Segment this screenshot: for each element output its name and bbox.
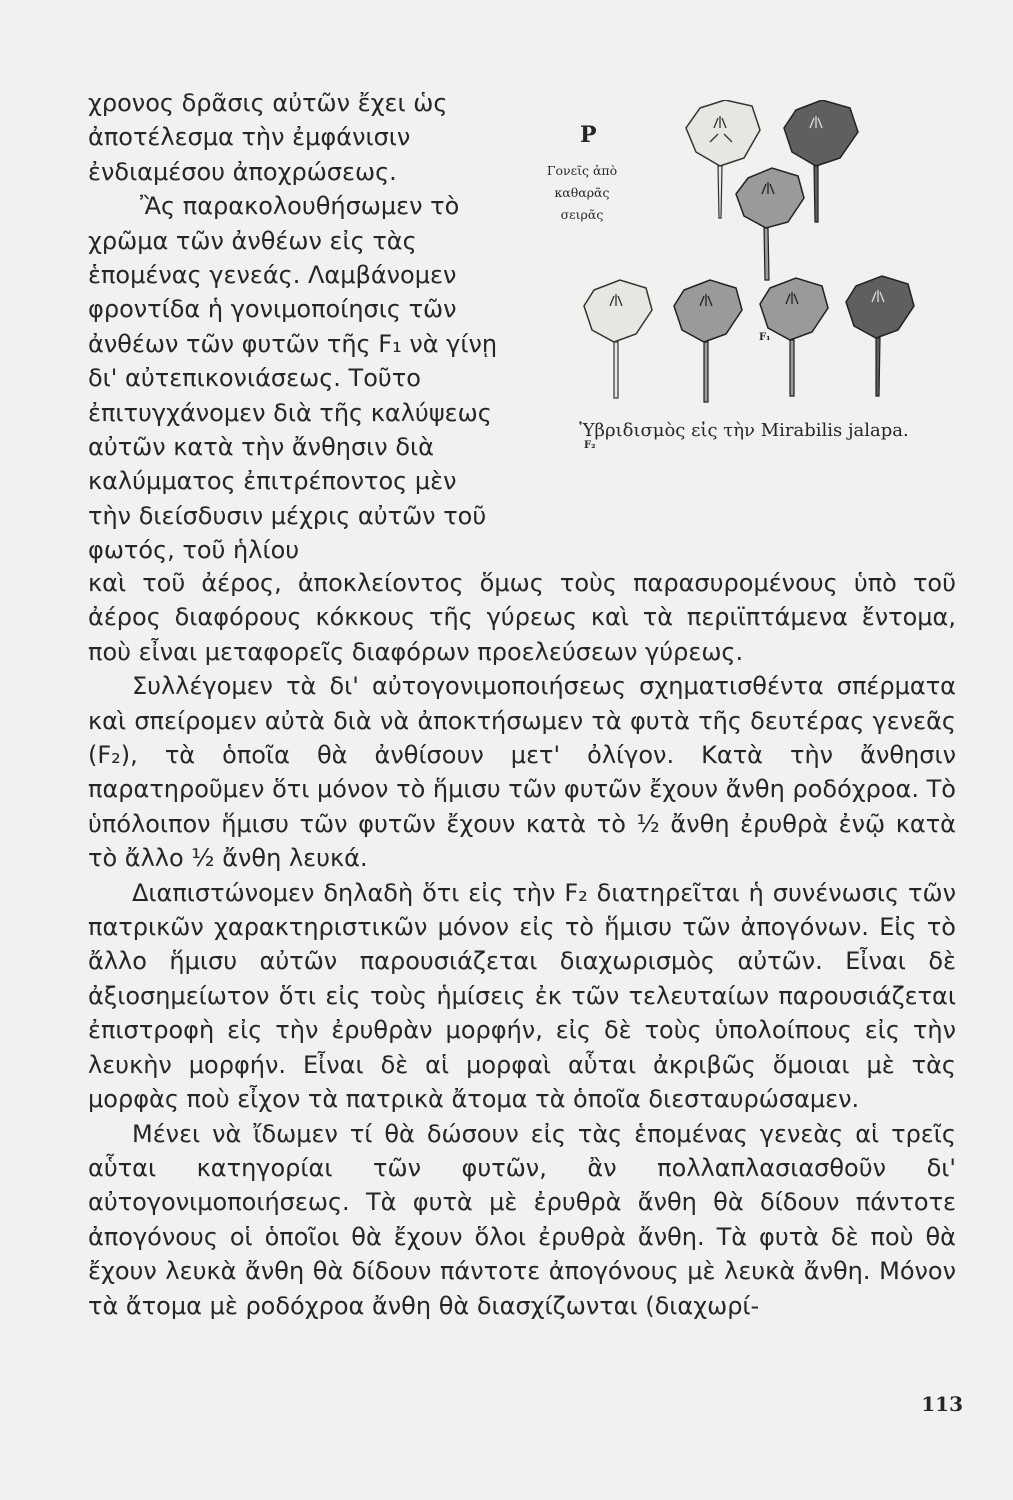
flower-f2-white	[584, 280, 652, 398]
label-parents-pure-line: Γονεῖς ἀπὸ καθαρᾶς σειρᾶς	[546, 163, 618, 222]
paragraph-f2-seeds: Συλλέγομεν τὰ δι' αὐτογονιμοποιήσεως σχηματισθέντα σπέρματα καὶ σπείρομεν αὐτὰ διὰ νὰ ἀποκτήσωμεν τὰ φυτὰ τῆς δευτέρας γενεᾶς (F₂), τὰ ὁποῖα θὰ ἀνθίσουν μετ' ὀλίγον. Κατὰ τὴν ἄνθησιν παρατηροῦμεν ὅτι μόνον τὸ ἥμισυ τῶν φυτῶν ἔχουν ἄνθη ροδόχροα. Τὸ ὑπόλοιπον ἥμισυ τῶν φυτῶν ἔχουν κατὰ τὸ ½ ἄνθη ἐρυθρὰ ἐνῷ κατὰ τὸ ἄλλο ½ ἄνθη λευκά.	[88, 672, 956, 873]
paragraph-continuation: χρονος δρᾶσις αὐτῶν ἔχει ὡς ἀποτέλεσμα τὴν ἐμφάνισιν ἐνδιαμέσου ἀποχρώσεως.	[88, 89, 448, 186]
label-parent-generation: P	[580, 122, 597, 148]
paragraph-observe-colors: Ἂς παρακολουθήσωμεν τὸ χρῶμα τῶν ἀνθέων εἰς τὰς ἑπομένας γενεάς. Λαμβάνομεν φροντίδα ἡ γονιμοποίησις τῶν ἀνθέων τῶν φυτῶν τῆς F₁ νὰ γίνῃ δι' αὐτεπικονιάσεως. Τοῦτο ἐπιτυγχάνομεν διὰ τῆς καλύψεως αὐτῶν κατὰ τὴν ἄνθησιν διὰ καλύμματος ἐπιτρέποντος μὲν τὴν διείσδυσιν μέχρις αὐτῶν τοῦ φωτός, τοῦ ἡλίου	[88, 192, 498, 565]
left-text-column	[88, 86, 500, 568]
page-number: 113	[921, 1392, 963, 1416]
flower-illustration	[520, 100, 960, 430]
figure-caption: Ὑβριδισμὸς εἰς τὴν Mirabilis jalapa.	[579, 420, 909, 441]
full-width-text	[88, 566, 956, 1323]
paragraph-next-generations: Μένει νὰ ἴδωμεν τί θὰ δώσουν εἰς τὰς ἑπομένας γενεὰς αἱ τρεῖς αὗται κατηγορίαι τῶν φυτῶν, ἂν πολλαπλασιασθοῦν δι' αὐτογονιμοποιήσεως. Τὰ φυτὰ μὲ ἐρυθρὰ ἄνθη θὰ δίδουν πάντοτε ἀπογόνους οἱ ὁποῖοι θὰ ἔχουν ὅλοι ἐρυθρὰ ἄνθη. Τὰ φυτὰ δὲ ποὺ θὰ ἔχουν λευκὰ ἄνθη θὰ δίδουν πάντοτε ἀπογόνους μὲ λευκὰ ἄνθη. Μόνον τὰ ἄτομα μὲ ροδόχροα ἄνθη θὰ διασχίζωνται (διαχωρί-	[88, 1119, 956, 1320]
hybridization-figure	[520, 100, 960, 480]
paragraph-segregation: Διαπιστώνομεν δηλαδὴ ὅτι εἰς τὴν F₂ διατηρεῖται ἡ συνένωσις τῶν πατρικῶν χαρακτηριστικῶν μόνον εἰς τὸ ἥμισυ τῶν ἀπογόνων. Εἰς τὸ ἄλλο ἥμισυ αὐτῶν παρουσιάζεται διαχωρισμὸς αὐτῶν. Εἶναι δὲ ἀξιοσημείωτον ὅτι εἰς τοὺς ἡμίσεις ἐκ τῶν τελευταίων παρουσιάζεται ἐπιστροφὴ εἰς τὴν ἐρυθρὰν μορφήν, εἰς δὲ τοὺς ὑπολοίπους εἰς τὴν λευκὴν μορφήν. Εἶναι δὲ αἱ μορφαὶ αὗται ἀκριβῶς ὅμοιαι μὲ τὰς μορφὰς ποὺ εἶχον τὰ πατρικὰ ἄτομα τὰ ὁποῖα διεσταυρώσαμεν.	[88, 878, 956, 1114]
flower-f2-pink-1	[674, 280, 742, 402]
label-f2-generation: F₂	[584, 440, 596, 451]
flower-f1-pink	[736, 168, 804, 280]
label-f1-generation: F₁	[759, 332, 771, 343]
paragraph-air-pollen: καὶ τοῦ ἀέρος, ἀποκλείοντος ὅμως τοὺς παρασυρομένους ὑπὸ τοῦ ἀέρος διαφόρους κόκκους τῆς γύρεως καὶ τὰ περιϊπτάμενα ἔντομα, ποὺ εἶναι μεταφορεῖς διαφόρων προελεύσεων γύρεως.	[88, 569, 956, 666]
flower-f2-red	[846, 276, 914, 396]
